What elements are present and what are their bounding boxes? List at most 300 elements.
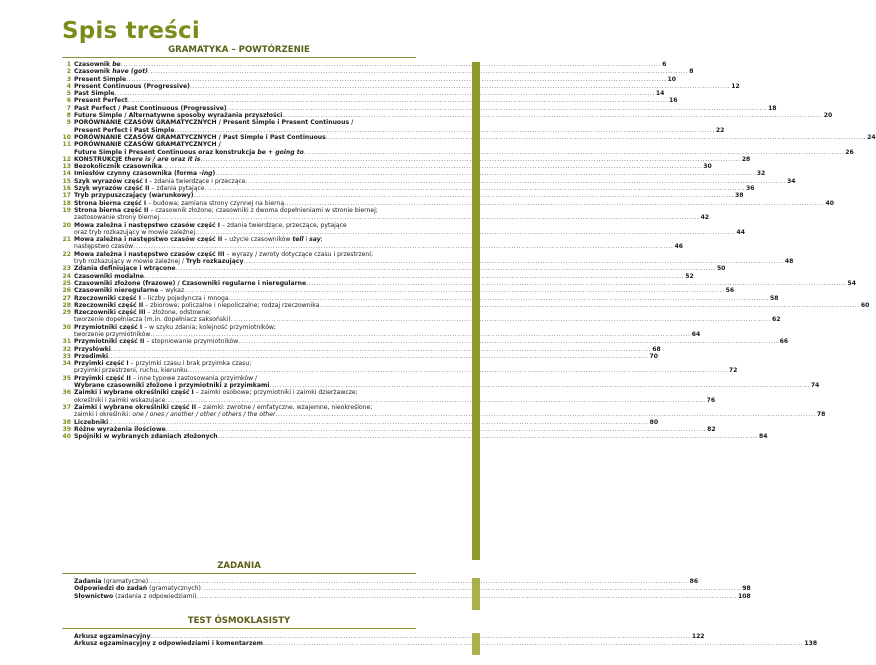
dot-leader [166,426,706,433]
grammar-entry[interactable] [62,360,738,375]
dot-leader [115,90,655,97]
entry-text-segment: – stopniowanie przymiotników [144,338,239,346]
grammar-entry[interactable] [62,185,755,193]
grammar-entry[interactable] [62,177,796,185]
page-number: 28 [741,155,751,163]
entry-text-segment: it is [187,155,201,163]
entry-leader-line [74,585,751,593]
entry-text-segment: (zadania z odpowiedziami) [113,592,197,600]
entry-title-line [74,375,420,382]
entry-leader-line [74,316,781,324]
grammar-entry[interactable] [62,338,789,346]
entry-title [74,170,215,177]
entry-number: 7 [66,104,71,112]
entry-leader-line [74,82,740,90]
page-number: 64 [691,330,701,338]
entry-title [74,149,304,156]
grammar-entry[interactable] [62,345,661,353]
page-number: 18 [768,104,777,112]
entry-title-line [74,251,420,258]
tasks-entry[interactable] [62,592,751,600]
entry-text-segment: Tryb rozkazujący [185,258,244,266]
entry-text-segment: – zaimki: zwrotne / emfatyczne, wzajemne, nieokreślone; [196,403,373,411]
page-number: 52 [685,272,694,280]
entry-text-segment: PORÓWNANIE CZASÓW GRAMATYCZNYCH / Present Simple i Present Continuous / [74,119,354,127]
page-number: 34 [786,177,796,185]
page-number: 46 [674,243,684,251]
entry-title [74,83,190,90]
entry-leader-line [74,338,789,346]
page-number: 32 [756,170,766,178]
entry-text-segment: PORÓWNANIE CZASÓW GRAMATYCZNYCH / Past Simple i Past Continuous [74,133,326,141]
entry-text-segment: – czasownik złożone; czasowniki z dwoma dopełnieniami w stronie biernej; [148,206,378,214]
grammar-entry[interactable] [62,68,694,76]
entry-number: 16 [62,185,71,193]
entry-text-segment: zastosowanie strony biernej [74,214,160,222]
dot-leader [231,316,771,323]
entry-text-segment: – liczby pojedyncza i mnoga [140,294,229,302]
entry-leader-line [74,155,751,163]
grammar-entry[interactable] [62,265,726,273]
entry-title [74,280,306,287]
entry-leader-line [74,243,684,251]
entry-title-line [74,141,420,148]
entry-number: 12 [62,155,71,163]
entry-text-segment: Czasownik [74,61,113,68]
entry-text-segment: – użycie czasowników [222,236,293,244]
entry-title [74,295,229,302]
grammar-entry[interactable] [62,279,856,287]
entry-title [74,97,128,104]
entry-text-segment: przyimki przestrzeni, ruchu, kierunku [74,367,188,375]
page-number: 86 [689,578,699,585]
entry-text-segment: Przymiotniki część I [74,323,143,331]
entry-text-segment: Present Simple [74,75,127,83]
entry-leader-line [74,258,794,266]
page-number: 122 [691,633,705,640]
entry-text-segment: Arkusz egzaminacyjny [74,633,151,640]
dot-leader [243,258,783,265]
entry-title [74,397,165,404]
grammar-entry[interactable] [62,82,740,90]
entry-leader-line [74,126,725,134]
dot-leader [150,633,690,640]
page-number: 72 [728,367,738,375]
entry-title [74,127,174,134]
dot-leader [319,302,859,309]
dot-leader [126,76,666,83]
entry-text-segment: Rzeczowniki część I [74,294,141,302]
entry-number: 15 [62,177,71,185]
page-number: 76 [706,396,716,404]
page-number: 44 [736,228,745,236]
entry-text-segment: be + going to [257,148,304,156]
dot-leader [194,192,734,199]
entry-number: 21 [62,236,71,244]
entry-text-segment: Imiesłów czynny czasownika (forma [74,170,200,178]
grammar-entry[interactable] [62,418,659,426]
toc-list-test [62,633,818,648]
entry-title [74,185,205,192]
entry-text-segment: (gramatycznych) [147,585,201,593]
page-number: 12 [731,82,740,90]
entry-leader-line [74,279,856,287]
entry-number: 22 [62,250,71,258]
entry-leader-line [74,68,694,76]
toc-list-grammar [62,61,876,441]
entry-text-segment: Przymiotniki część II [74,338,145,346]
dot-leader [306,280,846,287]
grammar-entry[interactable] [62,403,826,419]
entry-leader-line [74,97,678,105]
page-number: 78 [816,411,826,419]
dot-leader [159,214,699,221]
entry-title [74,105,227,112]
page-number: 42 [700,214,710,222]
entry-text-segment: Szyk wyrazów część II [74,185,150,193]
page-number: 14 [655,90,665,98]
entry-text-segment: następstwo czasów [74,243,134,251]
page-number: 36 [745,185,755,193]
page-number: 80 [649,418,659,426]
grammar-entry[interactable] [62,119,725,134]
page-number: 40 [825,199,834,207]
entry-text-segment: Tryb przypuszczający (warunkowy) [74,192,194,200]
page-number: 138 [804,640,818,648]
entry-title [74,214,159,221]
dot-leader [284,200,824,207]
page-number: 70 [649,352,658,360]
dot-leader [162,163,702,170]
page-number: 98 [742,585,751,593]
grammar-entry[interactable] [62,90,665,98]
grammar-entry[interactable] [62,206,710,222]
entry-number: 40 [62,433,71,441]
entry-title [74,433,218,440]
entry-text-segment: Czasownik [74,68,113,76]
entry-text-segment: – wykaz [158,287,185,295]
entry-title-line [74,324,420,331]
entry-number: 8 [66,112,71,120]
entry-title-line [74,222,420,229]
entry-text-segment: Rzeczowniki część III [74,309,146,317]
entry-title [74,76,126,83]
grammar-entry[interactable] [62,389,716,404]
entry-text-segment: tryb rozkazujący w mowie zależnej / [74,258,186,266]
section-color-band-tasks [472,578,480,610]
entry-text-segment: Present Perfect [74,97,128,105]
entry-text-segment: Present Continuous (Progressive) [74,82,190,90]
grammar-entry[interactable] [62,272,694,280]
page-number: 38 [734,192,744,200]
entry-leader-line [74,199,834,207]
entry-number: 35 [62,374,71,382]
dot-leader [148,68,688,75]
entry-number: 28 [62,301,71,309]
entry-leader-line [74,411,826,419]
entry-text-segment: Szyk wyrazów część I [74,177,148,185]
page-number: 20 [823,112,833,120]
page-number: 56 [725,287,735,295]
grammar-entry[interactable] [62,75,677,83]
entry-text-segment: – wyrazy / zwroty dotyczące czasu i przestrzeni; [224,250,374,258]
grammar-entry[interactable] [62,294,779,302]
dot-leader [121,61,661,68]
entry-number: 29 [62,309,71,317]
entry-text-segment: Liczebniki [74,418,109,426]
grammar-entry[interactable] [62,97,678,105]
entry-text-segment: tworzenie przymiotników [74,330,151,338]
dot-leader [326,134,866,141]
page-number: 84 [758,433,768,441]
entry-number: 25 [62,279,71,287]
entry-text-segment: Wybrane czasowniki złożone i przymiotniki z przyimkami [74,382,270,390]
page-number: 26 [845,148,854,156]
dot-leader [187,367,727,374]
entry-text-segment: tell [292,236,304,244]
entry-leader-line [74,287,735,295]
entry-title [74,585,201,592]
entry-text-segment: Różne wyrażenia ilościowe [74,425,166,433]
entry-title-line [74,389,420,396]
entry-text-segment: Przyimki część I [74,360,129,368]
entry-text-segment: Przedimki [74,352,109,360]
entry-number: 30 [62,323,71,331]
dot-leader [227,105,767,112]
entry-number: 34 [62,360,71,368]
entry-text-segment: Present Perfect i Past Simple [74,126,175,134]
entry-title [74,273,144,280]
entry-text-segment: Czasowniki modalne [74,272,144,280]
entry-title [74,243,133,250]
entry-number: 11 [62,141,71,149]
grammar-entry[interactable] [62,141,854,156]
page-number: 66 [779,338,789,346]
entry-text-segment: Past Simple [74,90,115,98]
entry-text-segment: have (got) [112,68,148,76]
entry-number: 19 [62,206,71,214]
entry-text-segment: Zdania definiujące i wtrącone [74,265,176,273]
dot-leader [133,243,673,250]
page-number: 48 [784,258,794,266]
dot-leader [190,83,730,90]
grammar-entry[interactable] [62,170,766,178]
entry-text-segment: -ing [199,170,213,178]
entry-title [74,258,243,265]
page-number: 54 [847,279,856,287]
entry-title [74,90,115,97]
entry-text-segment: Mowa zależna i następstwo czasów część II [74,236,223,244]
entry-number: 23 [62,265,71,273]
entry-text-segment: – budowa; zamiana strony czynnej na bierną [146,199,285,207]
entry-leader-line [74,433,768,441]
grammar-entry[interactable] [62,323,701,339]
entry-title-line [74,119,420,126]
entry-text-segment: – zdania pytające [149,185,205,193]
entry-text-segment: Spójniki w wybranych zdaniach złożonych [74,433,218,441]
entry-text-segment: Strona bierna część II [74,206,149,214]
page-number: 68 [652,345,661,353]
entry-leader-line [74,192,744,200]
grammar-entry[interactable] [62,374,820,390]
entry-title [74,68,148,75]
dot-leader [148,578,688,585]
test-entry[interactable] [62,640,818,648]
grammar-entry[interactable] [62,236,684,251]
entry-text-segment: ) [212,170,216,178]
entry-text-segment: Zadania [74,578,102,585]
entry-number: 5 [66,90,71,98]
page-number: 6 [662,61,667,68]
entry-title-line [74,360,420,367]
entry-leader-line [74,148,854,156]
entry-number: 2 [66,68,71,76]
entry-text-segment: say [309,236,321,244]
entry-leader-line [74,301,870,309]
entry-leader-line [74,214,710,222]
entry-title [74,192,194,199]
entry-leader-line [74,272,694,280]
grammar-entry[interactable] [62,104,777,112]
section-color-band-grammar [472,62,480,560]
entry-leader-line [74,90,665,98]
entry-number: 17 [62,192,71,200]
entry-number: 37 [62,403,71,411]
entry-title [74,367,187,374]
entry-text-segment: be [112,61,121,68]
entry-text-segment: – zdania twierdzące i przeczące [147,177,246,185]
page-number: 50 [716,265,726,273]
entry-number: 31 [62,338,71,346]
entry-title [74,287,184,294]
entry-number: 24 [62,272,71,280]
entry-number: 27 [62,294,71,302]
toc-list-tasks [62,578,751,600]
entry-text-segment: oraz tryb rozkazujący w mowie zależnej [74,228,196,236]
entry-text-segment: Odpowiedzi do zadań [74,585,148,593]
entry-number: 39 [62,425,71,433]
page-number: 82 [707,425,716,433]
entry-text-segment: Przyimki część II [74,374,131,382]
entry-text-segment: Zaimki i wybrane określniki część II [74,403,197,411]
entry-text-segment: – złożone, odstowne; [145,309,212,317]
entry-leader-line [74,592,751,600]
entry-text-segment: – w szyku zdania; kolejność przymiotników; [142,323,276,331]
entry-number: 9 [66,119,71,127]
dot-leader [108,419,648,426]
entry-leader-line [74,104,777,112]
entry-number: 33 [62,352,71,360]
entry-number: 1 [66,61,71,68]
entry-title [74,200,284,207]
entry-text-segment: – zdania twierdzące, przeczące, pytające [220,221,347,229]
grammar-entry[interactable] [62,433,768,441]
page-number: 108 [737,592,751,600]
entry-title [74,178,246,185]
grammar-entry[interactable] [62,250,794,266]
grammar-entry[interactable] [62,301,870,309]
entry-number: 3 [66,75,71,83]
test-entry[interactable] [62,633,705,640]
entry-text-segment: Przysłówki [74,345,111,353]
entry-title [74,593,197,600]
page-number: 16 [669,97,678,105]
grammar-entry[interactable] [62,155,751,163]
entry-text-segment: ; [320,236,323,244]
grammar-entry[interactable] [62,192,744,200]
entry-leader-line [74,185,755,193]
entry-text-segment: Czasowniki złożone (frazowe) / Czasowniki regularne i nieregularne [74,279,307,287]
entry-text-segment: PORÓWNANIE CZASÓW GRAMATYCZNYCH / [74,141,221,149]
entry-text-segment: Mowa zależna i następstwo czasów część III [74,250,225,258]
dot-leader [176,265,716,272]
entry-leader-line [74,170,766,178]
entry-text-segment: Zaimki i wybrane określniki część I [74,389,194,397]
entry-leader-line [74,367,738,375]
page-title: Spis treści [62,18,200,44]
entry-text-segment: (gramatyczne) [101,578,149,585]
dot-leader [200,156,740,163]
entry-text-segment: Future Simple / Alternatywne sposoby wyrażania przyszłości [74,112,283,120]
page-number: 24 [867,133,876,141]
entry-leader-line [74,294,779,302]
entry-text-segment: – przyimki czasu i brak przyimka czasu; [128,360,252,368]
entry-title [74,302,319,309]
entry-text-segment: Bezokolicznik czasownika [74,163,162,171]
tasks-entry[interactable] [62,585,751,593]
entry-text-segment: – zbiorowe; policzalne i niepoliczalne; rodzaj rzeczownika [143,301,320,309]
dot-leader [304,149,844,156]
grammar-entry[interactable] [62,199,834,207]
entry-title [74,411,276,418]
entry-title [74,265,176,272]
entry-leader-line [74,640,818,648]
entry-text-segment: Future Simple i Present Continuous oraz konstrukcja [74,148,258,156]
entry-leader-line [74,345,661,353]
entry-title [74,633,150,640]
entry-text-segment: there is / are [124,155,169,163]
page-number: 22 [715,126,725,134]
entry-title [74,419,108,426]
dot-leader [184,287,724,294]
dot-leader [263,640,803,647]
entry-number: 32 [62,345,71,353]
entry-number: 14 [62,170,71,178]
entry-number: 13 [62,163,71,171]
entry-text-segment: Past Perfect / Past Continuous (Progressive) [74,104,227,112]
dot-leader [111,346,651,353]
grammar-entry[interactable] [62,287,735,295]
entry-number: 36 [62,389,71,397]
entry-leader-line [74,75,677,83]
dot-leader [197,593,737,600]
entry-text-segment: i [303,236,310,244]
entry-number: 18 [62,199,71,207]
entry-number: 38 [62,418,71,426]
dot-leader [276,411,816,418]
entry-leader-line [74,265,726,273]
dot-leader [144,273,684,280]
grammar-entry[interactable] [62,309,781,324]
page-number: 58 [769,294,779,302]
dot-leader [128,97,668,104]
entry-text-segment: Strona bierna część I [74,199,147,207]
grammar-entry[interactable] [62,221,745,237]
entry-leader-line [74,396,716,404]
dot-leader [174,127,714,134]
entry-text-segment: Czasowniki nieregularne [74,287,159,295]
dot-leader [229,295,769,302]
